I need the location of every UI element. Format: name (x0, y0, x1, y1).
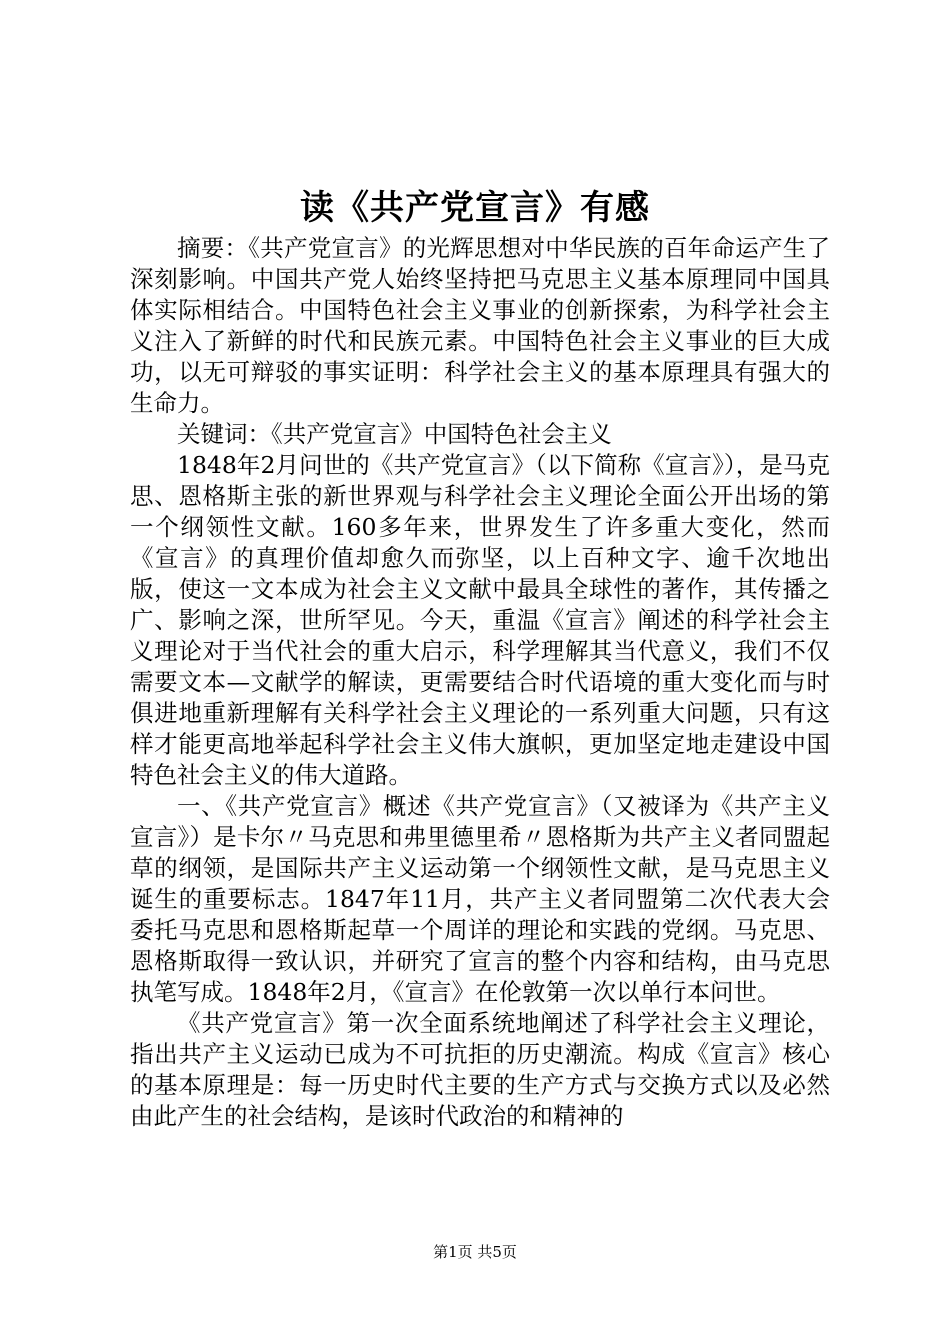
body-paragraph: 一、《共产党宣言》概述《共产党宣言》（又被译为《共产主义宣言》）是卡尔〃马克思和弗里德里希〃恩格斯为共产主义者同盟起草的纲领，是国际共产主义运动第一个纲领性文献，是马克思主义诞生的重要标志。1847年11月，共产主义者同盟第二次代表大会委托马克思和恩格斯起草一个周详的理论和实践的党纲。马克思、恩格斯取得一致认识，并研究了宣言的整个内容和结构，由马克思执笔写成。1848年2月，《宣言》在伦敦第一次以单行本问世。 (130, 792, 830, 1006)
keywords-paragraph: 关键词：《共产党宣言》中国特色社会主义 (177, 420, 612, 448)
page-footer (0, 1242, 950, 1262)
document-body (130, 233, 830, 1132)
document-title: 读《共产党宣言》有感 (300, 188, 650, 228)
body-paragraph: 1848年2月问世的《共产党宣言》（以下简称《宣言》），是马克思、恩格斯主张的新世界观与科学社会主义理论全面公开出场的第一个纲领性文献。160多年来，世界发生了许多重大变化，然而《宣言》的真理价值却愈久而弥坚，以上百种文字、逾千次地出版，使这一文本成为社会主义文献中最具全球性的著作，其传播之广、影响之深，世所罕见。今天，重温《宣言》阐述的科学社会主义理论对于当代社会的重大启示，科学理解其当代意义，我们不仅需要文本—文献学的解读，更需要结合时代语境的重大变化而与时俱进地重新理解有关科学社会主义理论的一系列重大问题，只有这样才能更高地举起科学社会主义伟大旗帜，更加坚定地走建设中国特色社会主义的伟大道路。 (130, 451, 830, 789)
page-number: 第1页 共5页 (433, 1243, 517, 1261)
abstract-paragraph: 摘要：《共产党宣言》的光辉思想对中华民族的百年命运产生了深刻影响。中国共产党人始终坚持把马克思主义基本原理同中国具体实际相结合。中国特色社会主义事业的创新探索，为科学社会主义注入了新鲜的时代和民族元素。中国特色社会主义事业的巨大成功，以无可辩驳的事实证明：科学社会主义的基本原理具有强大的生命力。 (130, 234, 830, 417)
body-paragraph: 《共产党宣言》第一次全面系统地阐述了科学社会主义理论，指出共产主义运动已成为不可抗拒的历史潮流。构成《宣言》核心的基本原理是：每一历史时代主要的生产方式与交换方式以及必然由此产生的社会结构，是该时代政治的和精神的 (130, 1009, 830, 1130)
